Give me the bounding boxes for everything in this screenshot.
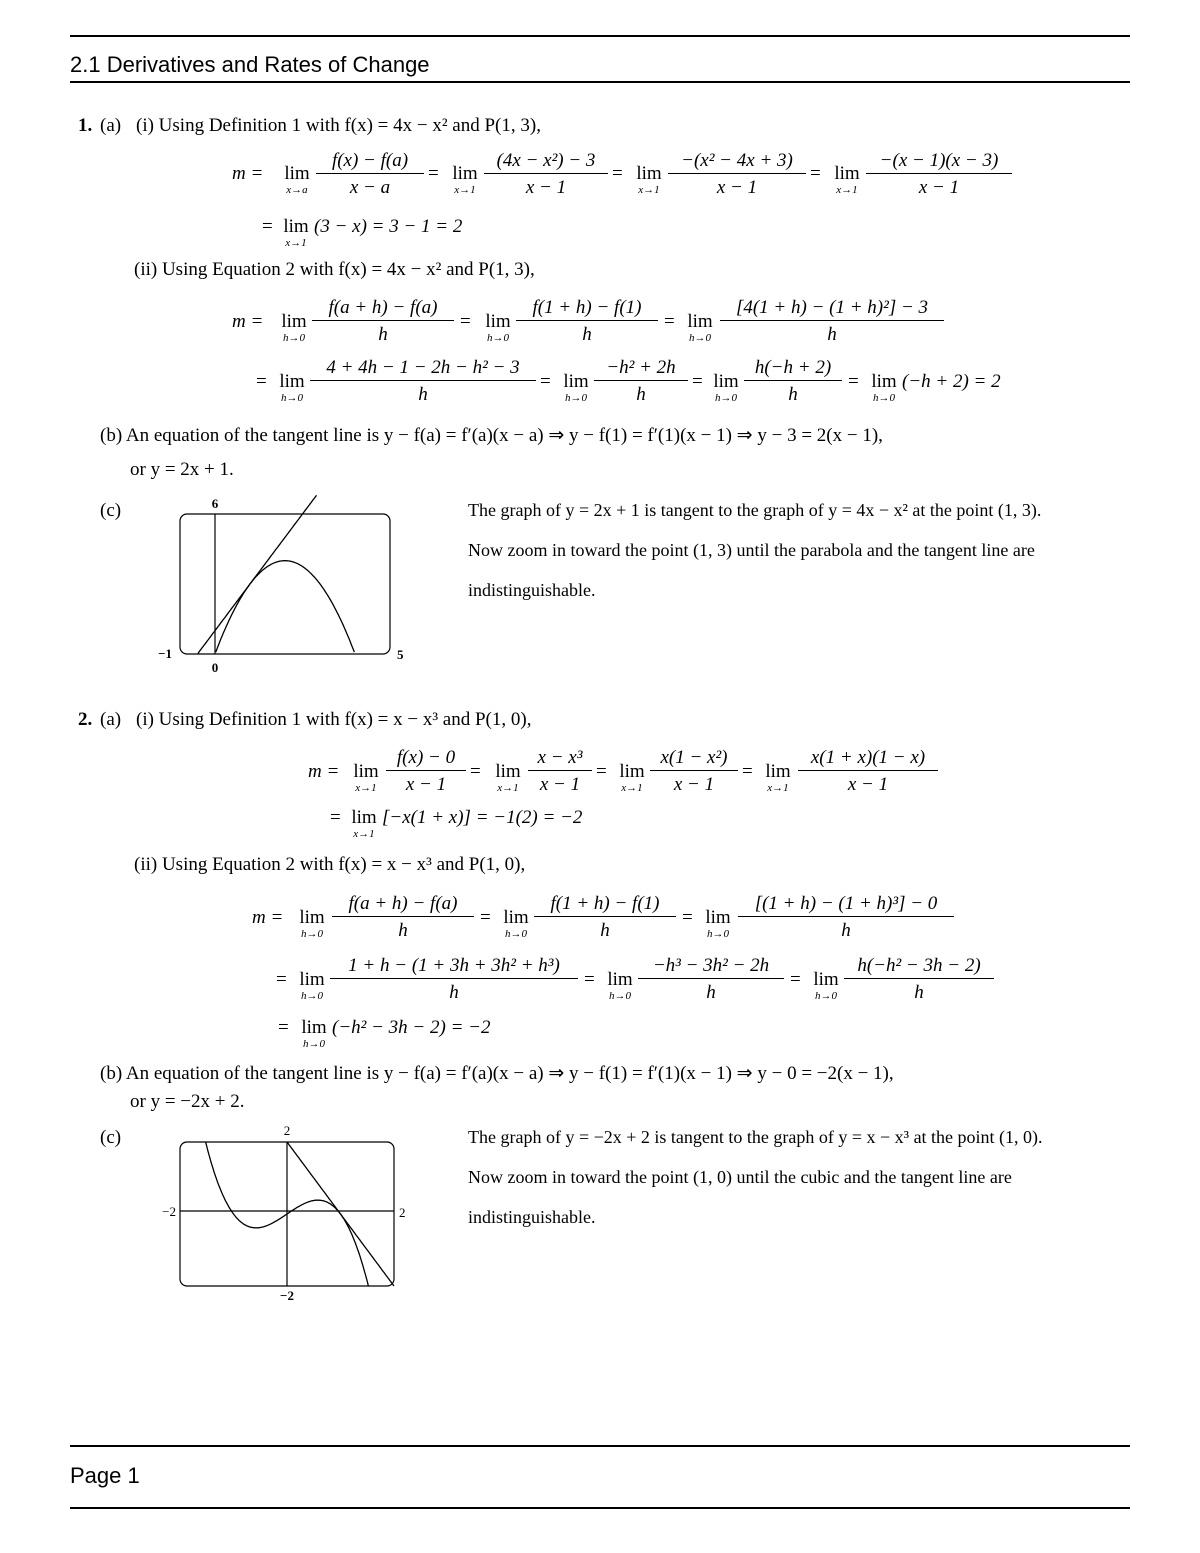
problem-2-part-a-label: (a) xyxy=(100,709,122,730)
p2-lim-6-label: lim xyxy=(503,907,529,928)
p2-frac-3 xyxy=(650,748,738,794)
p2-frac-4-num: x(1 + x)(1 − x) xyxy=(798,748,938,771)
p2-frac-8 xyxy=(330,956,578,1002)
p1-eq-6: = xyxy=(664,311,675,332)
p1-frac-1 xyxy=(316,151,424,197)
p2-lim-7-label: lim xyxy=(705,907,731,928)
p1-lim-8-sub: h→0 xyxy=(281,392,303,404)
p1-lim-7-label: lim xyxy=(687,311,713,332)
p2-eq-1: = xyxy=(470,761,481,782)
p2-m-eq: m = xyxy=(308,761,340,782)
p1-lim-4-label: lim xyxy=(834,163,860,184)
p1-lim-3-label: lim xyxy=(636,163,662,184)
p2-eq-3: = xyxy=(742,761,753,782)
p2-eq-8: = xyxy=(276,969,287,990)
p1-lim-10-sub: h→0 xyxy=(715,392,737,404)
p1-frac-10-num: h(−h + 2) xyxy=(744,358,842,381)
p2-lim-5-sub: h→0 xyxy=(301,928,323,940)
p2-frac-2 xyxy=(528,748,592,794)
p2-frac-2-num: x − x³ xyxy=(528,748,592,771)
problem-2-aii-intro: (ii) Using Equation 2 with f(x) = x − x³ and P(1, 0), xyxy=(134,854,526,875)
p2-lim-4-label: lim xyxy=(765,761,791,782)
problem-2-part-b-line2: or y = −2x + 2. xyxy=(130,1091,245,1112)
p1-eq-11: = xyxy=(848,371,859,392)
p2-lim-3-label: lim xyxy=(619,761,645,782)
p2-line2-rest: [−x(1 + x)] = −1(2) = −2 xyxy=(382,807,583,828)
p1-lim-1-label: lim xyxy=(284,163,310,184)
p1-frac-10-den: h xyxy=(788,384,798,405)
p1-eq-3: = xyxy=(810,163,821,184)
p1-m-eq: m = xyxy=(232,163,264,184)
p2-eq-11: = xyxy=(278,1017,289,1038)
p2-frac-6-num: f(1 + h) − f(1) xyxy=(534,894,676,917)
problem-1-part-b-line2: or y = 2x + 1. xyxy=(130,459,234,480)
p2-eq-5: = xyxy=(480,907,491,928)
problem-1-part-c-text: The graph of y = 2x + 1 is tangent to the graph of y = 4x − x² at the point (1, 3). Now zoom in toward the point (1, 3) until the parabola and the tangent line are indistinguishable. xyxy=(468,500,1042,600)
p2-lim-1 xyxy=(348,762,384,794)
p1-frac-6 xyxy=(516,298,658,344)
p2-frac-4-den: x − 1 xyxy=(847,774,889,795)
p2-lim-11-label: lim xyxy=(301,1017,327,1038)
p2-lim-8-sub: h→0 xyxy=(301,990,323,1002)
p1-frac-1-num: f(x) − f(a) xyxy=(316,151,424,174)
p1-graph-frame xyxy=(180,514,390,654)
p2-lim-1-label: lim xyxy=(353,761,379,782)
problem-2-part-b-line1: (b) An equation of the tangent line is y − f(a) = f′(a)(x − a) ⇒ y − f(1) = f′(1)(x − 1) ⇒ y − 0 = −2(x − 1), xyxy=(100,1063,894,1084)
p1-line2-lim-label: lim xyxy=(283,216,309,237)
p2-lim-10-sub: h→0 xyxy=(815,990,837,1002)
p1-frac-4-den: x − 1 xyxy=(918,177,960,198)
p2-lim-9-sub: h→0 xyxy=(609,990,631,1002)
p1-frac-7-den: h xyxy=(827,324,837,345)
p1-graph-tangent-line xyxy=(198,495,317,653)
p2-frac-5-num: f(a + h) − f(a) xyxy=(332,894,474,917)
p1-lim-5-sub: h→0 xyxy=(283,332,305,344)
p2-graph-xmin-label: −2 xyxy=(162,1204,176,1219)
p2-lim-9-label: lim xyxy=(607,969,633,990)
p1-lim-1-sub: x→a xyxy=(286,184,308,196)
p1-line2-lim xyxy=(278,217,314,249)
p1-lim-6-label: lim xyxy=(485,311,511,332)
p2-frac-1-den: x − 1 xyxy=(405,774,447,795)
p1-lim-7 xyxy=(682,312,718,344)
p2-eq-2: = xyxy=(596,761,607,782)
p1-eq-1: = xyxy=(428,163,439,184)
problem-2-number: 2. xyxy=(78,709,93,730)
problem-1-number: 1. xyxy=(78,115,93,136)
p1-lim-9-label: lim xyxy=(563,371,589,392)
p2-g-end: (−h² − 3h − 2) = −2 xyxy=(332,1017,491,1038)
p1-lim-11-label: lim xyxy=(871,371,897,392)
p2-frac-4 xyxy=(798,748,938,794)
p1-graph-xmax-label: 5 xyxy=(397,647,404,662)
page-number: Page 1 xyxy=(70,1463,140,1488)
p2-frac-9-den: h xyxy=(706,982,716,1003)
p1-eq-10: = xyxy=(692,371,703,392)
p1-graph-ymin-label: 0 xyxy=(211,660,219,675)
p2-frac-10 xyxy=(844,956,994,1002)
p1-lim-10 xyxy=(708,372,744,404)
p1-lim-8-label: lim xyxy=(279,371,305,392)
p2-frac-9-num: −h³ − 3h² − 2h xyxy=(638,956,784,979)
p1-frac-9-num: −h² + 2h xyxy=(594,358,688,381)
p1-lim-5 xyxy=(276,312,312,344)
p2-lim-2-label: lim xyxy=(495,761,521,782)
footer-bottom-rule xyxy=(70,1507,1130,1509)
problem-1-part-b-line1: (b) An equation of the tangent line is y − f(a) = f′(a)(x − a) ⇒ y − f(1) = f′(1)(x − 1) ⇒ y − 3 = 2(x − 1), xyxy=(100,425,883,446)
p1-lim-10-label: lim xyxy=(713,371,739,392)
p1-lim-3 xyxy=(630,164,668,196)
p1-lim-5-label: lim xyxy=(281,311,307,332)
p1-lim-2-label: lim xyxy=(452,163,478,184)
p1-frac-6-num: f(1 + h) − f(1) xyxy=(516,298,658,321)
p1-frac-10 xyxy=(744,358,842,404)
p2-frac-5-den: h xyxy=(398,920,408,941)
p2-lim-5-label: lim xyxy=(299,907,325,928)
p2-lim-10 xyxy=(808,970,844,1002)
p2-lim-9 xyxy=(602,970,638,1002)
p2-line2-lim-label: lim xyxy=(351,807,377,828)
p1-frac-2-den: x − 1 xyxy=(525,177,567,198)
p1-lim-11 xyxy=(866,372,902,404)
p1-ii-m-eq: m = xyxy=(232,311,264,332)
header-bottom-rule xyxy=(70,81,1130,83)
p1-frac-8-den: h xyxy=(418,384,428,405)
p1-lim-8 xyxy=(274,372,310,404)
p2-line2-lim-sub: x→1 xyxy=(353,828,375,840)
p1-line2-rest: (3 − x) = 3 − 1 = 2 xyxy=(314,216,463,237)
p2-lim-4-sub: x→1 xyxy=(767,782,789,794)
p1-frac-6-den: h xyxy=(582,324,592,345)
p1-graph-xmin-label: −1 xyxy=(158,646,172,661)
p2-line2-lim xyxy=(346,808,382,840)
p2-graph-ymax-label: 2 xyxy=(283,1123,291,1138)
p1-frac-5-num: f(a + h) − f(a) xyxy=(312,298,454,321)
p2-lim-11 xyxy=(296,1018,332,1050)
header-top-rule xyxy=(70,35,1130,37)
p2-frac-7-num: [(1 + h) − (1 + h)³] − 0 xyxy=(738,894,954,917)
p1-lim-4 xyxy=(828,164,866,196)
p2-frac-8-num: 1 + h − (1 + 3h + 3h² + h³) xyxy=(330,956,578,979)
p1-graph-parabola xyxy=(216,561,355,652)
problem-1-part-a-label: (a) xyxy=(100,115,122,136)
p2-lim-2-sub: x→1 xyxy=(497,782,519,794)
p2-frac-5 xyxy=(332,894,474,940)
p1-frac-4-num: −(x − 1)(x − 3) xyxy=(866,151,1012,174)
p2-frac-9 xyxy=(638,956,784,1002)
p2-lim-7 xyxy=(700,908,736,940)
p2-eq-6: = xyxy=(682,907,693,928)
p2-frac-7 xyxy=(738,894,954,940)
p1-line2-lim-sub: x→1 xyxy=(285,237,307,249)
p1-eq-2: = xyxy=(612,163,623,184)
p2-frac-8-den: h xyxy=(449,982,459,1003)
p2-frac-10-num: h(−h² − 3h − 2) xyxy=(844,956,994,979)
p1-frac-1-den: x − a xyxy=(349,177,391,198)
p2-lim-6-sub: h→0 xyxy=(505,928,527,940)
p1-lim-11-sub: h→0 xyxy=(873,392,895,404)
p1-line2-eq: = xyxy=(262,216,273,237)
p1-frac-8-num: 4 + 4h − 1 − 2h − h² − 3 xyxy=(310,358,536,381)
p1-lim-6 xyxy=(480,312,516,344)
p1-frac-5 xyxy=(312,298,454,344)
p2-graph-tangent-line xyxy=(287,1142,394,1286)
p1-lim-7-sub: h→0 xyxy=(689,332,711,344)
p2-lim-2 xyxy=(490,762,526,794)
p2-frac-7-den: h xyxy=(841,920,851,941)
p2-lim-4 xyxy=(760,762,796,794)
problem-1-ai-intro: (i) Using Definition 1 with f(x) = 4x − x² and P(1, 3), xyxy=(136,115,541,136)
p1-lim-6-sub: h→0 xyxy=(487,332,509,344)
footer-top-rule xyxy=(70,1445,1130,1447)
p1-lim-2-sub: x→1 xyxy=(454,184,476,196)
p2-lim-10-label: lim xyxy=(813,969,839,990)
p2-frac-3-num: x(1 − x²) xyxy=(650,748,738,771)
p1-frac-4 xyxy=(866,151,1012,197)
p2-lim-11-sub: h→0 xyxy=(303,1038,325,1050)
problem-2-ai-intro: (i) Using Definition 1 with f(x) = x − x³ and P(1, 0), xyxy=(136,709,532,730)
p2-lim-5 xyxy=(294,908,330,940)
problem-1-aii-intro: (ii) Using Equation 2 with f(x) = 4x − x² and P(1, 3), xyxy=(134,259,535,280)
page-title: 2.1 Derivatives and Rates of Change xyxy=(70,52,430,77)
p1-eq-9: = xyxy=(540,371,551,392)
p2-lim-6 xyxy=(498,908,534,940)
p1-lim-4-sub: x→1 xyxy=(836,184,858,196)
p1-frac-2 xyxy=(484,151,608,197)
p2-lim-8 xyxy=(294,970,330,1002)
p1-frac-8 xyxy=(310,358,536,404)
p2-frac-1 xyxy=(386,748,466,794)
p2-eq-10: = xyxy=(790,969,801,990)
p1-lim-1 xyxy=(278,164,316,196)
p2-graph-xmax-label: 2 xyxy=(399,1205,406,1220)
p1-frac-7 xyxy=(720,298,944,344)
p1-frac-2-num: (4x − x²) − 3 xyxy=(484,151,608,174)
p2-line2-eq: = xyxy=(330,807,341,828)
p1-lim-9-sub: h→0 xyxy=(565,392,587,404)
problem-1-graph xyxy=(150,494,440,694)
p2-lim-8-label: lim xyxy=(299,969,325,990)
p2-frac-6-den: h xyxy=(600,920,610,941)
p1-frac-3-num: −(x² − 4x + 3) xyxy=(668,151,806,174)
p2-lim-3-sub: x→1 xyxy=(621,782,643,794)
p1-eq-5: = xyxy=(460,311,471,332)
problem-2-part-c-label: (c) xyxy=(100,1127,122,1148)
p2-frac-1-num: f(x) − 0 xyxy=(386,748,466,771)
problem-1-part-c-label: (c) xyxy=(100,500,122,521)
p2-lim-3 xyxy=(614,762,650,794)
p1-lim-2 xyxy=(446,164,484,196)
p1-frac-9 xyxy=(594,358,688,404)
p2-ii-m-eq: m = xyxy=(252,907,284,928)
p2-frac-2-den: x − 1 xyxy=(539,774,581,795)
p1-graph-ymax-label: 6 xyxy=(211,496,219,511)
p1-lim-3-sub: x→1 xyxy=(638,184,660,196)
p1-eq-8: = xyxy=(256,371,267,392)
p2-lim-1-sub: x→1 xyxy=(355,782,377,794)
p1-frac-7-num: [4(1 + h) − (1 + h)²] − 3 xyxy=(720,298,944,321)
p2-frac-10-den: h xyxy=(914,982,924,1003)
p1-frac-5-den: h xyxy=(378,324,388,345)
problem-2-part-c-text: The graph of y = −2x + 2 is tangent to the graph of y = x − x³ at the point (1, 0). Now zoom in toward the point (1, 0) until the cubic and the tangent line are indistinguishable. xyxy=(468,1127,1043,1227)
p2-frac-6 xyxy=(534,894,676,940)
p1-g-end: (−h + 2) = 2 xyxy=(902,371,1001,392)
p2-lim-7-sub: h→0 xyxy=(707,928,729,940)
problem-2-graph xyxy=(150,1120,440,1310)
p2-graph-ymin-label: −2 xyxy=(280,1288,294,1303)
p1-frac-3-den: x − 1 xyxy=(716,177,758,198)
p2-frac-3-den: x − 1 xyxy=(673,774,715,795)
p1-frac-9-den: h xyxy=(636,384,646,405)
p2-eq-9: = xyxy=(584,969,595,990)
p1-frac-3 xyxy=(668,151,806,197)
p1-lim-9 xyxy=(558,372,594,404)
